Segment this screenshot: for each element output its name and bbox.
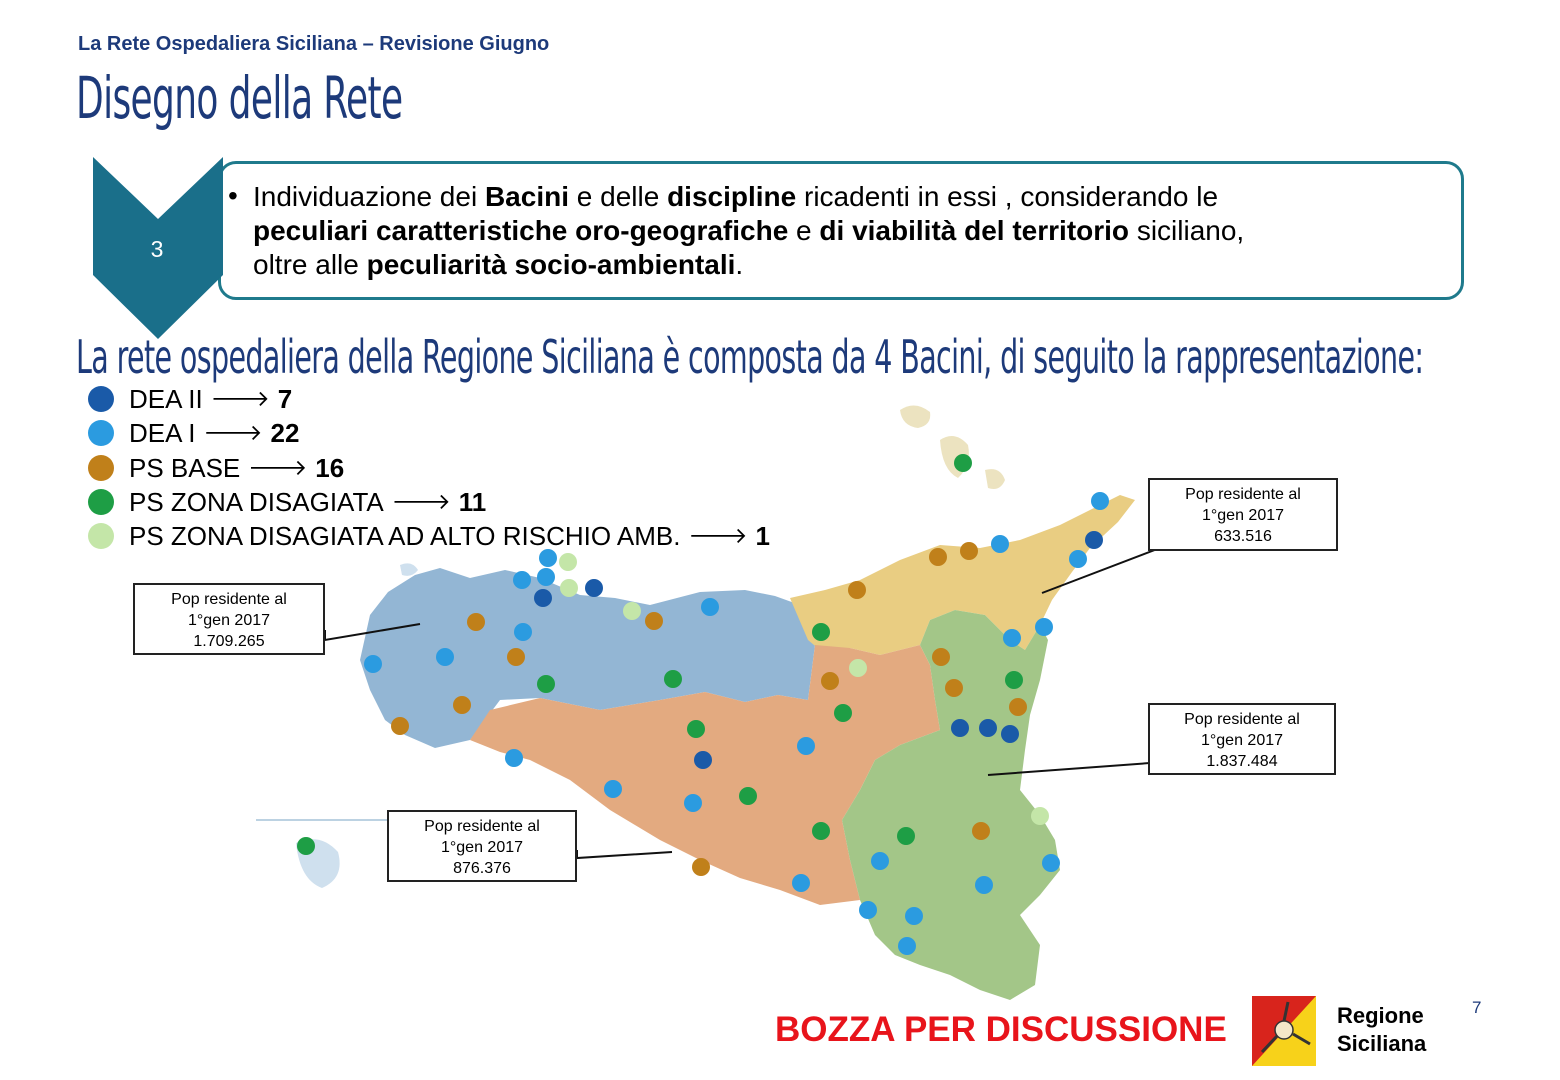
legend-count: 22 <box>270 417 300 448</box>
bullet-marker: • <box>228 180 238 211</box>
legend-item-psbase <box>88 451 344 485</box>
bullet-emphasis: discipline <box>667 181 797 212</box>
hospital-point-dea1 <box>975 876 993 894</box>
arrow-right-icon: 🡒 <box>210 387 270 412</box>
callout-east-label: Pop residente al <box>1184 711 1300 728</box>
hospital-point-dea1 <box>1069 550 1087 568</box>
region-name-line1: Regione <box>1337 1003 1424 1028</box>
island-egadi <box>400 563 418 575</box>
bullet-segment: Individuazione dei <box>253 181 485 212</box>
hospital-point-psdis <box>297 837 315 855</box>
hospital-point-dea1 <box>513 571 531 589</box>
hospital-point-dea1 <box>514 623 532 641</box>
island-eolie-2 <box>985 469 1005 489</box>
hospital-point-psdis <box>687 720 705 738</box>
callout-south-pointer <box>577 850 672 858</box>
bullet-emphasis: di viabilità del territorio <box>819 215 1130 246</box>
hospital-point-psbase <box>960 542 978 560</box>
bullet-segment: siciliano, <box>1129 215 1245 246</box>
arrow-right-icon: 🡒 <box>203 421 263 446</box>
hospital-point-dea2 <box>1001 725 1019 743</box>
hospital-point-psdis <box>812 623 830 641</box>
hospital-point-dea1 <box>1035 618 1053 636</box>
hospital-point-psdis <box>739 787 757 805</box>
legend-item-psrisk <box>88 519 770 553</box>
hospital-point-psbase <box>467 613 485 631</box>
callout-south-date: 1°gen 2017 <box>440 839 524 856</box>
hospital-point-dea2 <box>1085 531 1103 549</box>
hospital-point-psbase <box>972 822 990 840</box>
hospital-point-dea1 <box>871 852 889 870</box>
hospital-point-psdis <box>954 454 972 472</box>
hospital-point-dea1 <box>1003 629 1021 647</box>
step-number: 3 <box>150 236 164 262</box>
bullet-segment: e delle <box>568 181 668 212</box>
hospital-point-psdis <box>897 827 915 845</box>
hospital-point-psrisk <box>1031 807 1049 825</box>
bullet-emphasis: peculiarità socio-ambientali <box>366 249 736 280</box>
hospital-point-dea2 <box>979 719 997 737</box>
legend-label: DEA II <box>129 383 203 414</box>
bullet-segment: e <box>788 215 820 246</box>
callout-northeast <box>1148 478 1338 551</box>
hospital-point-psrisk <box>560 579 578 597</box>
callout-west-value: 1.709.265 <box>193 633 265 650</box>
hospital-point-dea1 <box>505 749 523 767</box>
legend-count: 16 <box>315 452 345 483</box>
island-ustica <box>900 405 930 428</box>
hospital-point-psbase <box>929 548 947 566</box>
legend-label: PS BASE <box>129 452 241 483</box>
hospital-point-dea1 <box>701 598 719 616</box>
hospital-point-dea1 <box>537 568 555 586</box>
callout-south-label: Pop residente al <box>424 818 540 835</box>
hospital-point-psbase <box>692 858 710 876</box>
trinacria-logo-icon <box>1252 996 1316 1066</box>
hospital-point-dea2 <box>585 579 603 597</box>
legend-count: 1 <box>755 520 770 551</box>
arrow-right-icon: 🡒 <box>391 490 451 515</box>
hospital-point-dea1 <box>859 901 877 919</box>
callout-northeast-label: Pop residente al <box>1185 486 1301 503</box>
callout-west-label: Pop residente al <box>171 591 287 608</box>
callout-east-date: 1°gen 2017 <box>1200 732 1284 749</box>
hospital-point-dea1 <box>604 780 622 798</box>
legend-item-dea2 <box>88 382 292 416</box>
hospital-point-psrisk <box>623 602 641 620</box>
hospital-point-psdis <box>537 675 555 693</box>
hospital-point-psdis <box>1005 671 1023 689</box>
bullet-segment: oltre alle <box>253 249 367 280</box>
hospital-point-psbase <box>507 648 525 666</box>
page-number: 7 <box>1472 998 1482 1017</box>
callout-south-value: 876.376 <box>453 860 511 877</box>
hospital-point-dea2 <box>694 751 712 769</box>
callout-west <box>133 583 325 655</box>
callout-east-value: 1.837.484 <box>1206 753 1278 770</box>
arrow-right-icon: 🡒 <box>248 456 308 481</box>
arrow-right-icon: 🡒 <box>688 524 748 549</box>
hospital-point-psdis <box>812 822 830 840</box>
region-name-line2: Siciliana <box>1337 1031 1427 1056</box>
header-kicker: La Rete Ospedaliera Siciliana – Revisione Giugno <box>78 33 550 55</box>
hospital-point-dea1 <box>684 794 702 812</box>
hospital-point-dea1 <box>797 737 815 755</box>
legend-label: PS ZONA DISAGIATA AD ALTO RISCHIO AMB. <box>129 520 681 551</box>
hospital-point-psrisk <box>849 659 867 677</box>
bullet-emphasis: peculiari caratteristiche oro-geografiche <box>253 215 789 246</box>
legend-label: DEA I <box>129 417 196 448</box>
hospital-point-dea1 <box>792 874 810 892</box>
hospital-point-psbase <box>932 648 950 666</box>
legend-dot-icon <box>88 455 114 481</box>
draft-label: BOZZA PER DISCUSSIONE <box>775 1010 1227 1049</box>
hospital-point-dea2 <box>534 589 552 607</box>
callout-south <box>387 810 577 882</box>
hospital-point-psbase <box>945 679 963 697</box>
hospital-point-psbase <box>1009 698 1027 716</box>
hospital-point-dea1 <box>1091 492 1109 510</box>
legend-count: 11 <box>458 486 487 517</box>
hospital-point-dea1 <box>436 648 454 666</box>
legend-dot-icon <box>88 386 114 412</box>
subtitle: La rete ospedaliera della Regione Siciliana è composta da 4 Bacini, di seguito la rappresentazione: <box>76 330 1424 384</box>
hospital-point-psdis <box>664 670 682 688</box>
callout-northeast-date: 1°gen 2017 <box>1201 507 1285 524</box>
callout-east <box>1148 703 1336 775</box>
hospital-point-dea2 <box>951 719 969 737</box>
legend-item-dea1 <box>88 416 299 450</box>
hospital-point-psrisk <box>559 553 577 571</box>
hospital-point-dea1 <box>1042 854 1060 872</box>
bullet-emphasis: Bacini <box>484 181 569 212</box>
legend-dot-icon <box>88 420 114 446</box>
hospital-point-dea1 <box>905 907 923 925</box>
legend-count: 7 <box>277 383 293 414</box>
slide-title: Disegno della Rete <box>76 64 403 132</box>
legend-dot-icon <box>88 489 114 515</box>
bullet-segment: . <box>735 249 744 280</box>
hospital-point-psbase <box>453 696 471 714</box>
hospital-point-dea1 <box>898 937 916 955</box>
hospital-point-psbase <box>391 717 409 735</box>
hospital-point-psbase <box>821 672 839 690</box>
callout-west-date: 1°gen 2017 <box>187 612 271 629</box>
hospital-point-dea1 <box>364 655 382 673</box>
bullet-segment: ricadenti in essi , considerando le <box>796 181 1219 212</box>
hospital-point-psdis <box>834 704 852 722</box>
hospital-point-psbase <box>848 581 866 599</box>
legend-label: PS ZONA DISAGIATA <box>129 486 384 517</box>
hospital-point-dea1 <box>991 535 1009 553</box>
legend-item-psdis <box>88 485 486 519</box>
legend-dot-icon <box>88 523 114 549</box>
hospital-point-psbase <box>645 612 663 630</box>
region-name <box>1337 1002 1426 1058</box>
callout-northeast-value: 633.516 <box>1214 528 1272 545</box>
